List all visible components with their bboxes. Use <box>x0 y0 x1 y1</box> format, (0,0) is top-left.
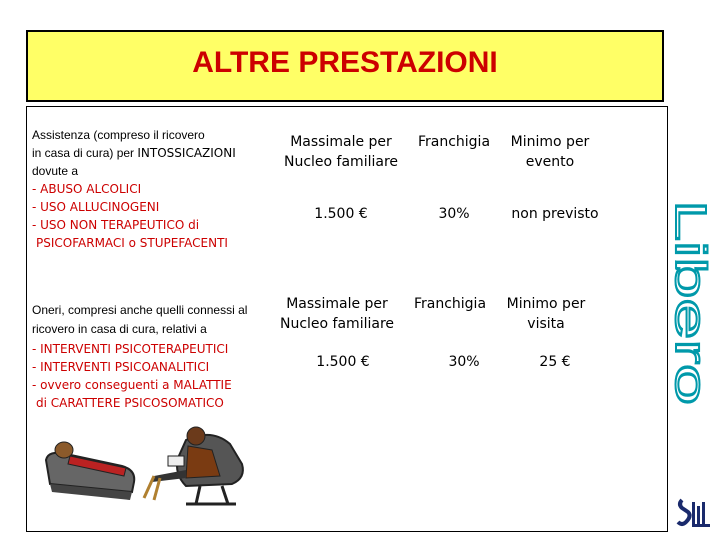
therapy-session-illustration <box>36 420 256 514</box>
section2-value-minimo: 25 € <box>539 354 571 370</box>
side-label <box>666 200 715 410</box>
section1-line-1: Assistenza (compreso il ricovero <box>32 128 205 142</box>
section2-header-franchigia: Franchigia <box>413 296 487 312</box>
section2-line-1: Oneri, compresi anche quelli connessi al <box>32 303 248 317</box>
title-banner <box>26 30 664 102</box>
section1-header-massimale: Massimale per Nucleo familiare <box>283 134 399 170</box>
section1-value-minimo: non previsto <box>511 206 599 222</box>
section1-line-3: dovute a <box>32 164 79 178</box>
section2-line-4: - INTERVENTI PSICOANALITICI <box>32 360 210 374</box>
section1-line-5: - USO ALLUCINOGENI <box>32 200 160 214</box>
section1-line-6: - USO NON TERAPEUTICO di <box>32 218 200 232</box>
section1-line-2-b: INTOSSICAZIONI <box>137 146 236 160</box>
side-label-text: Libero <box>666 200 715 323</box>
section2-line-5: - ovvero conseguenti a MALATTIE <box>32 378 232 392</box>
section1-description <box>32 126 236 252</box>
section1-line-2 <box>32 144 236 162</box>
section1-line-2-a: in casa di cura) per <box>32 146 138 160</box>
section1-header-franchigia: Franchigia <box>417 134 491 150</box>
section2-description <box>32 296 247 412</box>
section2-line-6: di CARATTERE PSICOSOMATICO <box>36 396 224 410</box>
section1-value-franchigia: 30% <box>438 206 470 222</box>
section1-line-7: PSICOFARMACI o STUPEFACENTI <box>36 236 228 250</box>
section1-value-massimale: 1.500 € <box>314 206 368 222</box>
section1-header-minimo: Minimo per evento <box>510 134 590 170</box>
section2-header-minimo: Minimo per visita <box>506 296 586 332</box>
company-logo <box>676 494 710 530</box>
section2-value-franchigia: 30% <box>448 354 480 370</box>
section2-line-2: ricovero in casa di cura, relativi a <box>32 322 207 336</box>
section2-line-3: - INTERVENTI PSICOTERAPEUTICI <box>32 342 229 356</box>
page-title: ALTRE PRESTAZIONI <box>192 46 498 79</box>
section2-value-massimale: 1.500 € <box>316 354 370 370</box>
section2-header-massimale: Massimale per Nucleo familiare <box>279 296 395 332</box>
section1-line-4: - ABUSO ALCOLICI <box>32 182 142 196</box>
